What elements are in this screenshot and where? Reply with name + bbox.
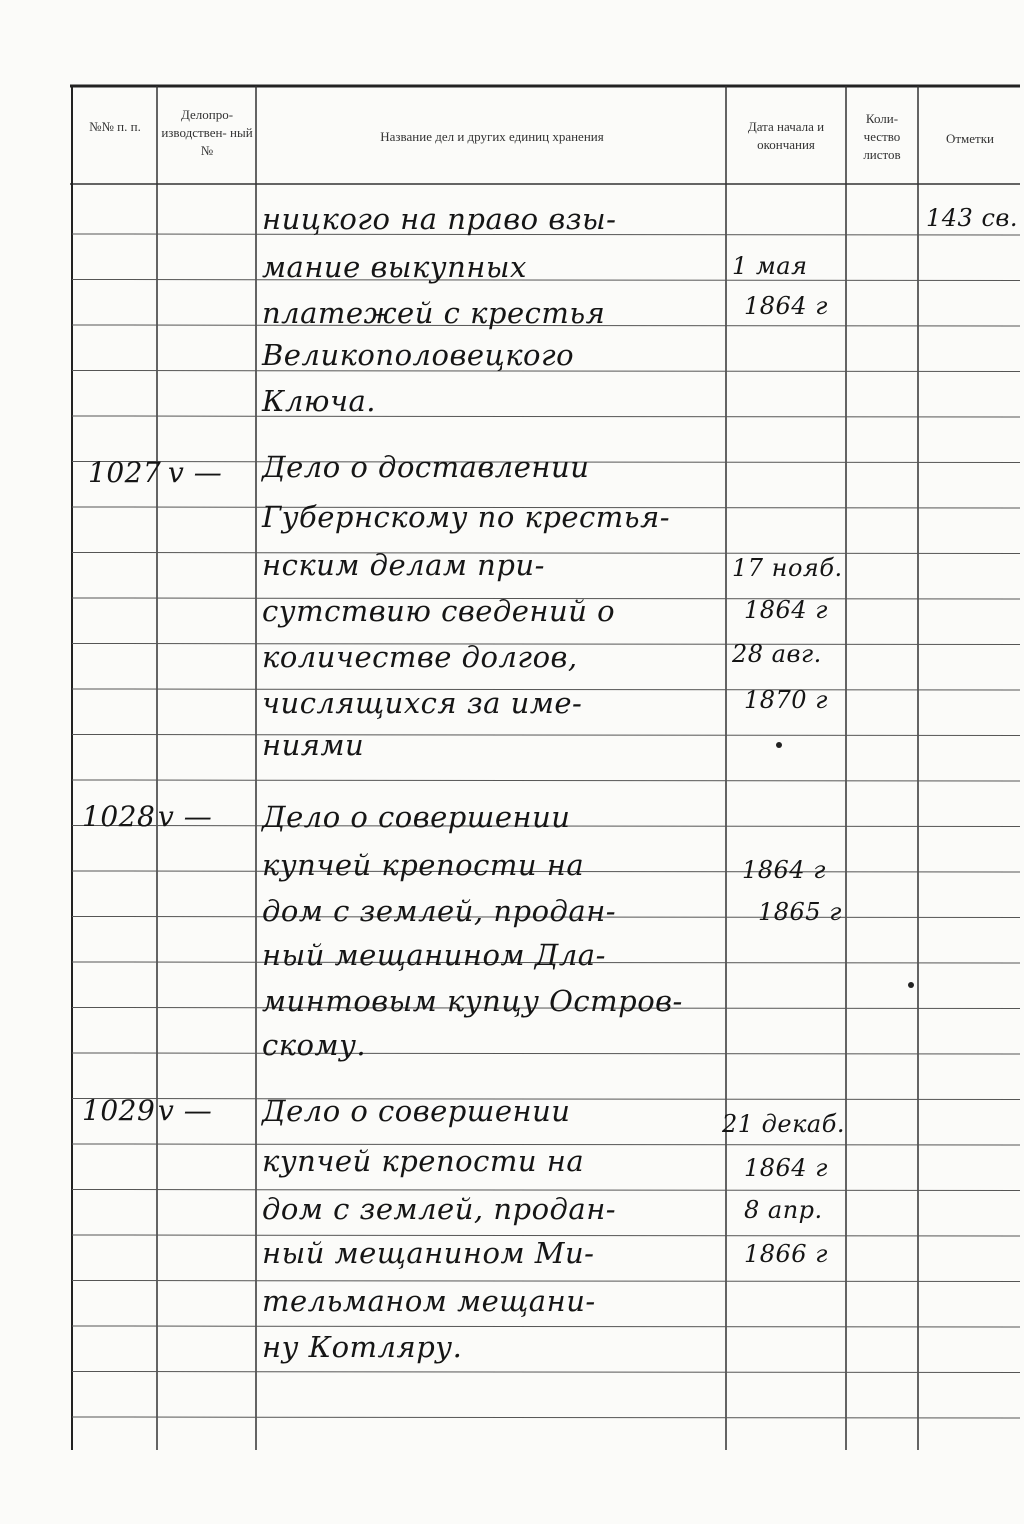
continuation-date: 1 мая xyxy=(732,252,808,280)
entry-line: скому. xyxy=(262,1028,367,1062)
entry-date: 1865 г xyxy=(758,898,842,926)
ruled-line xyxy=(72,1372,1020,1373)
entry-line: количестве долгов, xyxy=(262,640,578,674)
continuation-date: 1864 г xyxy=(744,292,828,320)
entry-line: минтовым купцу Остров- xyxy=(262,984,683,1018)
continuation-line: платежей с крестья xyxy=(262,296,606,330)
continuation-note: 143 св. xyxy=(926,204,1018,232)
entry-date: 1864 г xyxy=(744,1154,828,1182)
entry-mark: v — xyxy=(168,456,223,489)
header-col-dates: Дата начала и окончания xyxy=(747,119,825,152)
entry-number: 1027 xyxy=(88,456,162,489)
entry-line: ниями xyxy=(262,728,365,762)
ruled-line xyxy=(72,1326,1020,1327)
ruled-line xyxy=(72,553,1020,554)
entry-line: числящихся за име- xyxy=(262,686,583,720)
header-col-notes: Отметки xyxy=(945,131,995,146)
entry-date: 1864 г xyxy=(744,596,828,624)
ruled-line xyxy=(72,1281,1020,1282)
continuation-line: ницкого на право взы- xyxy=(262,202,617,236)
ink-dot xyxy=(776,742,782,748)
entry-line: ный мещанином Дла- xyxy=(262,938,606,972)
entry-line: ный мещанином Ми- xyxy=(262,1236,595,1270)
entry-line: купчей крепости на xyxy=(262,1144,585,1178)
ruled-line xyxy=(72,280,1020,281)
entry-line: дом с землей, продан- xyxy=(262,1192,617,1226)
ruled-line xyxy=(72,735,1020,736)
continuation-line: Великополовецкого xyxy=(262,338,575,372)
entry-mark: v — xyxy=(158,1094,213,1127)
entry-line: тельманом мещани- xyxy=(262,1284,596,1318)
entry-mark: v — xyxy=(158,800,213,833)
entry-line: Дело о совершении xyxy=(262,800,571,834)
continuation-line: мание выкупных xyxy=(262,250,527,284)
ruled-line xyxy=(72,416,1020,417)
header-col-office-number: Делопро- изводствен- ный № xyxy=(161,107,253,158)
entry-line: купчей крепости на xyxy=(262,848,585,882)
header-col-title: Название дел и других единиц хранения xyxy=(380,129,604,144)
ink-dot xyxy=(908,982,914,988)
entry-line: Дело о доставлении xyxy=(262,450,590,484)
ruled-line xyxy=(72,780,1020,781)
entry-line: Дело о совершении xyxy=(262,1094,571,1128)
entry-number: 1029 xyxy=(82,1094,156,1127)
ruled-line xyxy=(72,1190,1020,1191)
entry-line: ну Котляру. xyxy=(262,1330,463,1364)
entry-date: 17 нояб. xyxy=(732,554,843,582)
entry-date: 1870 г xyxy=(744,686,828,714)
entry-date: 1864 г xyxy=(742,856,826,884)
header-col-sheets: Коли- чество листов xyxy=(863,111,901,162)
entry-line: дом с землей, продан- xyxy=(262,894,617,928)
entry-line: нским делам при- xyxy=(262,548,545,582)
ruled-line xyxy=(72,1417,1020,1418)
continuation-line: Ключа. xyxy=(262,384,376,418)
entry-line: сутствию сведений о xyxy=(262,594,616,628)
entry-date: 1866 г xyxy=(744,1240,828,1268)
ruled-line xyxy=(72,1053,1020,1054)
entry-date: 8 апр. xyxy=(744,1196,823,1224)
entry-date: 28 авг. xyxy=(732,640,822,668)
header-col-number: №№ п. п. xyxy=(89,119,141,134)
entry-date: 21 декаб. xyxy=(722,1110,845,1138)
entry-number: 1028 xyxy=(82,800,156,833)
entry-line: Губернскому по крестья- xyxy=(262,500,671,534)
